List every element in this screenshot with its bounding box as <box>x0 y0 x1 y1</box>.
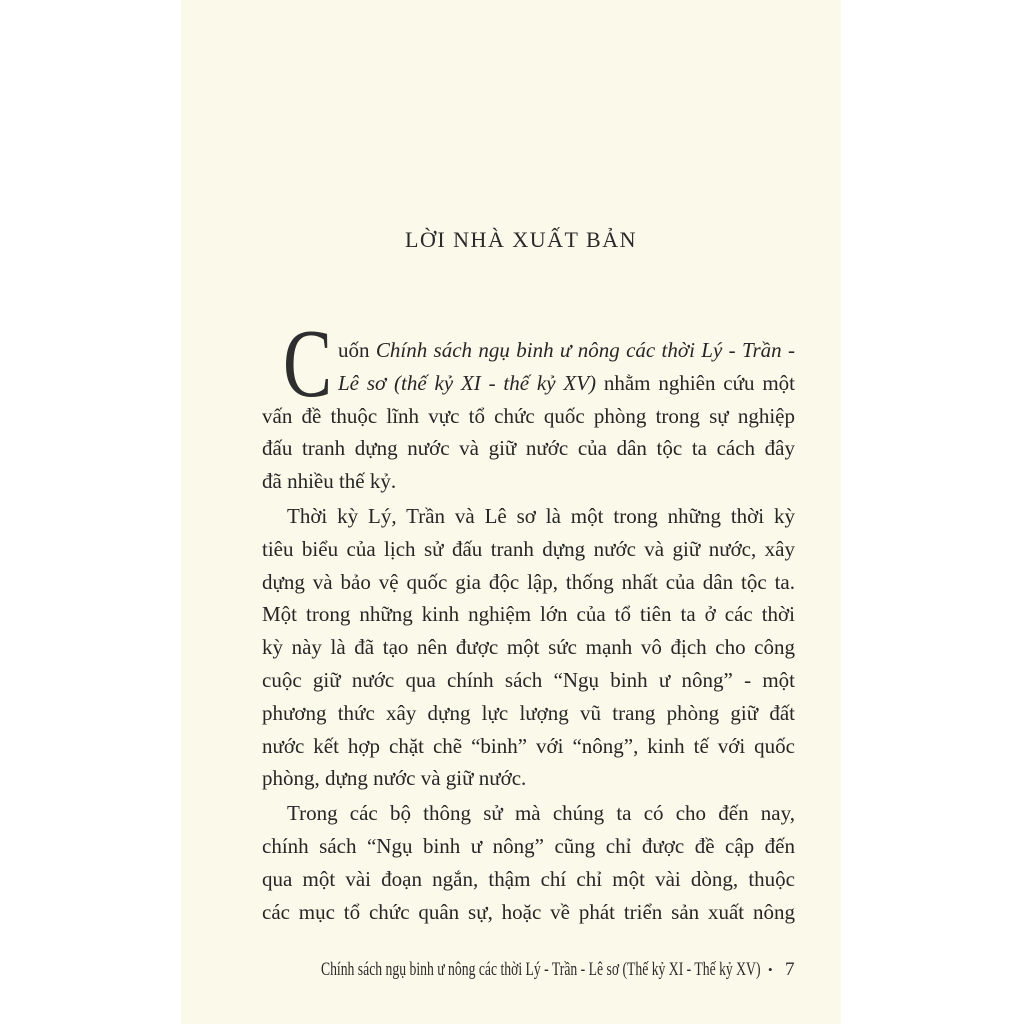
running-title: Chính sách ngụ binh ư nông các thời Lý - Trần - Lê sơ (Thế kỷ XI - Thế kỷ XV) <box>320 959 760 980</box>
body-line: tiêu biểu của lịch sử đấu tranh dựng nước và giữ nước, xây <box>262 536 795 561</box>
body-line: cuộc giữ nước qua chính sách “Ngụ binh ư nông” - một <box>262 667 795 692</box>
body-line: phương thức xây dựng lực lượng vũ trang phòng giữ đất <box>262 700 795 725</box>
body-line: Một trong những kinh nghiệm lớn của tổ tiên ta ở các thời <box>262 602 795 627</box>
body-line: nước kết hợp chặt chẽ “binh” với “nông”, kinh tế với quốc <box>262 733 795 758</box>
body-line: chính sách “Ngụ binh ư nông” cũng chỉ được đề cập đến <box>262 833 795 858</box>
drop-cap: C <box>283 310 333 418</box>
body-line: Thời kỳ Lý, Trần và Lê sơ là một trong những thời kỳ <box>287 503 795 528</box>
page-title: LỜI NHÀ XUẤT BẢN <box>405 227 637 252</box>
footer-separator: • <box>768 962 773 977</box>
book-title-italic: Lê sơ (thế kỷ XI - thế kỷ XV) <box>338 370 597 395</box>
body-line: phòng, dựng nước và giữ nước. <box>262 766 527 791</box>
body-line-regular: nhằm nghiên cứu một <box>603 370 795 395</box>
body-line: qua một vài đoạn ngắn, thậm chí chỉ một vài dòng, thuộc <box>262 866 795 891</box>
body-line: đã nhiều thế kỷ. <box>262 469 397 494</box>
body-line <box>262 367 795 400</box>
book-title-italic: Chính sách ngụ binh ư nông các thời Lý - Trần - <box>375 338 795 362</box>
body-line: đấu tranh dựng nước và giữ nước của dân tộc ta cách đây <box>262 436 795 461</box>
page-number: 7 <box>785 959 795 980</box>
body-line: Trong các bộ thông sử mà chúng ta có cho đến nay, <box>287 801 795 826</box>
body-line: vấn đề thuộc lĩnh vực tổ chức quốc phòng trong sự nghiệp <box>262 403 795 428</box>
body-line: kỳ này là đã tạo nên được một sức mạnh vô địch cho công <box>262 635 795 660</box>
body-text <box>262 334 795 928</box>
body-line: dựng và bảo vệ quốc gia độc lập, thống nhất của dân tộc ta. <box>262 569 795 594</box>
body-line: các mục tổ chức quân sự, hoặc về phát triển sản xuất nông <box>262 899 795 924</box>
body-line <box>262 334 795 367</box>
body-line-regular: uốn <box>338 338 370 362</box>
